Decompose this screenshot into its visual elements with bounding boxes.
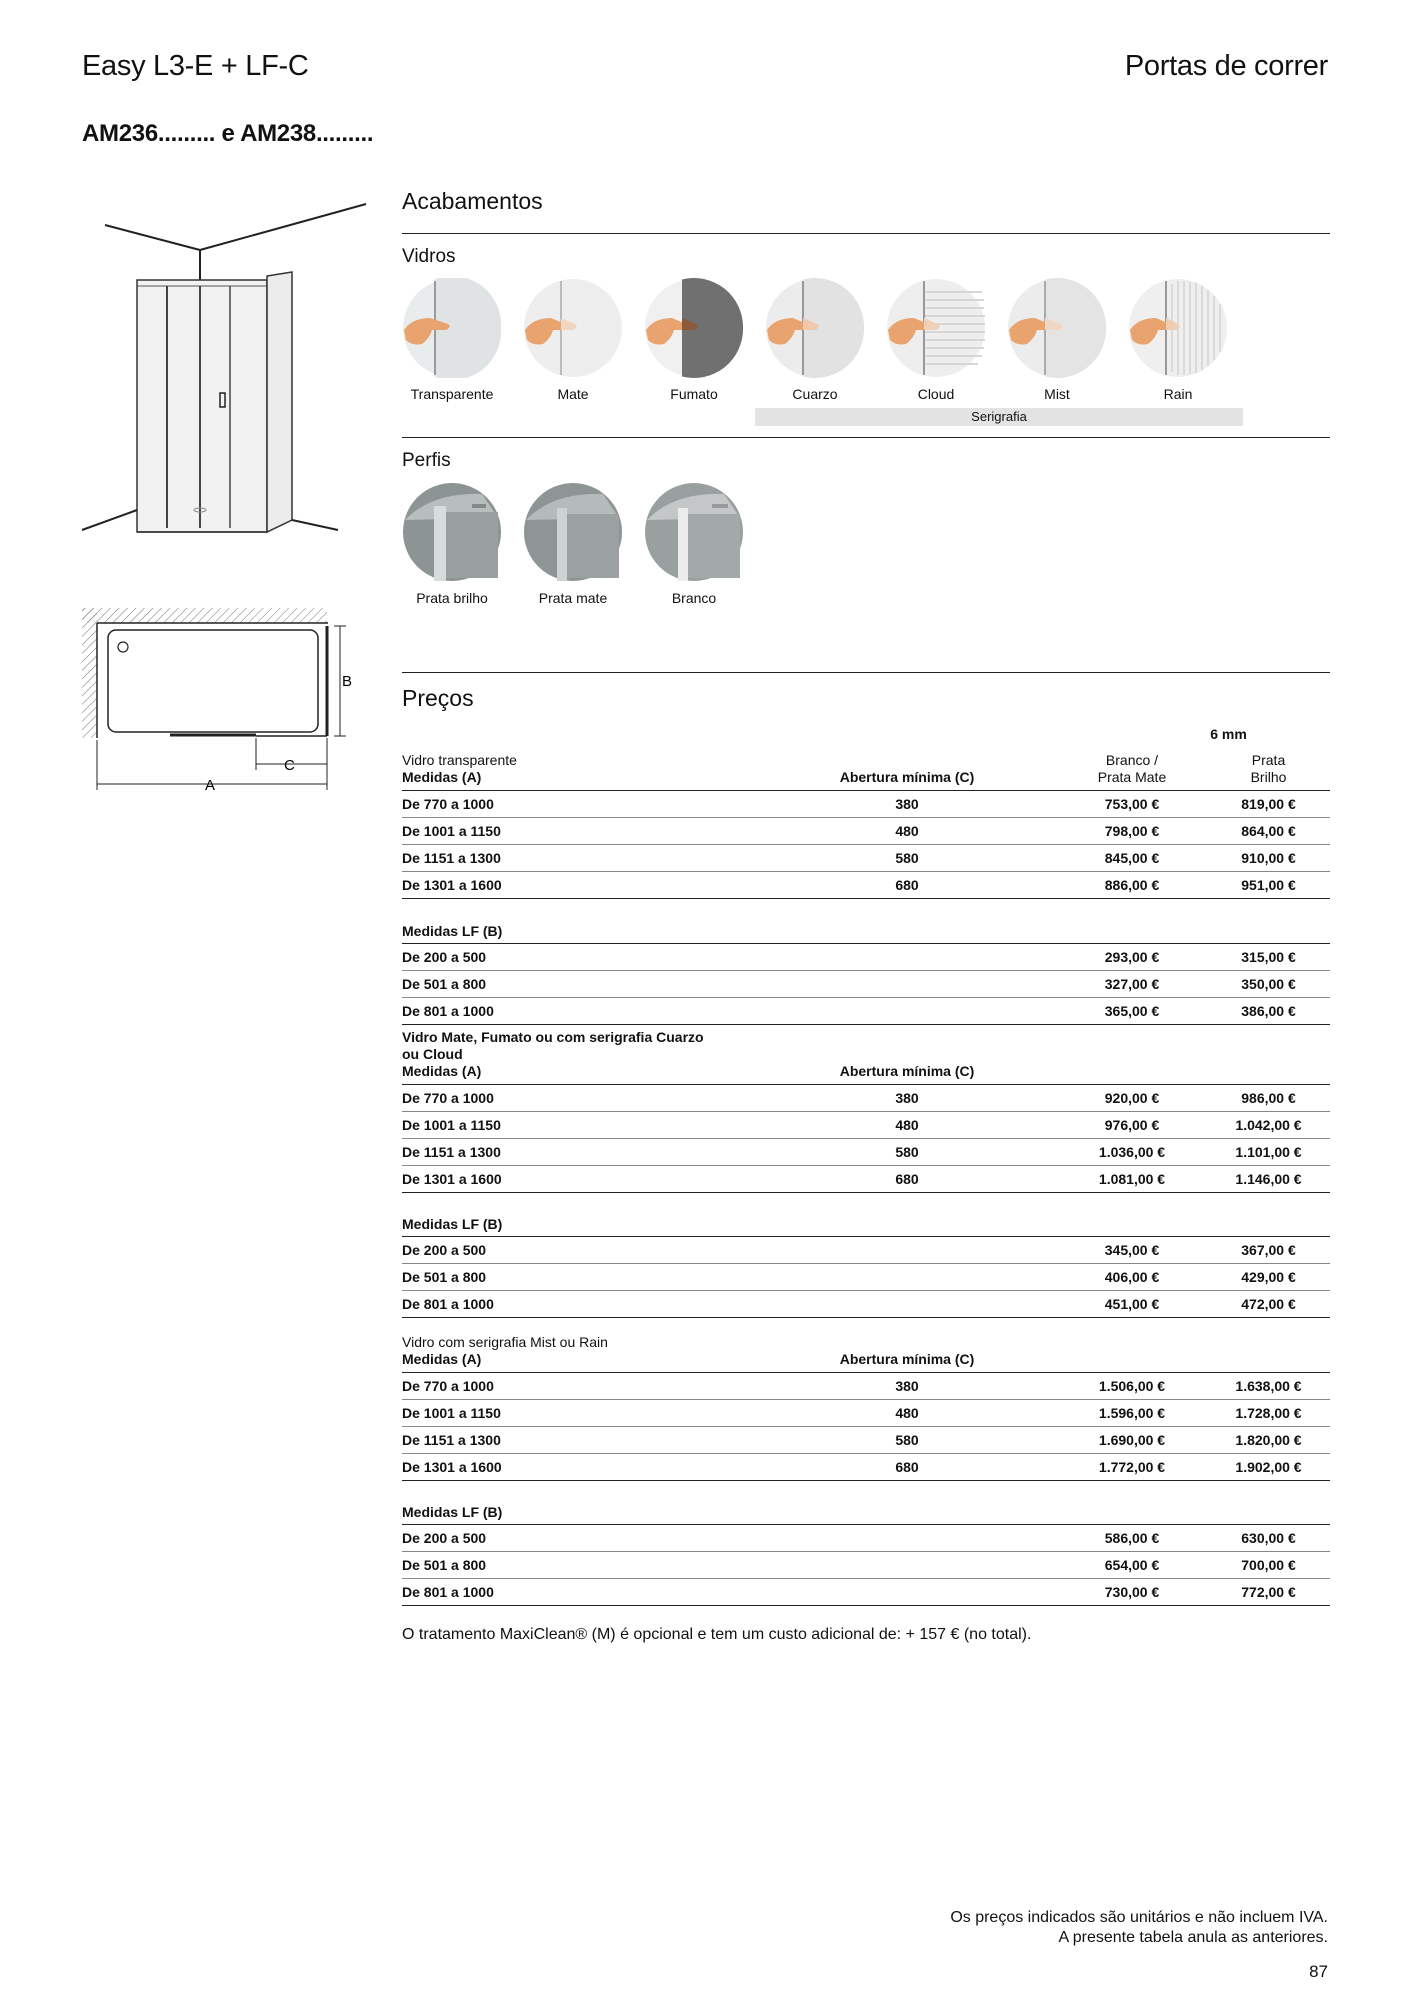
dimension-c-label: C xyxy=(284,757,295,774)
glass-rain-icon xyxy=(1128,278,1228,378)
table-row: De 801 a 1000 451,00 € 472,00 € xyxy=(402,1291,1330,1318)
divider xyxy=(402,437,1330,438)
glass-swatch-rain[interactable]: Rain xyxy=(1128,278,1228,402)
profile-prata-mate-icon xyxy=(523,482,623,582)
dimension-a-label: A xyxy=(205,777,216,794)
glass-swatch-cloud[interactable]: Cloud xyxy=(886,278,986,402)
glass-swatch-mist[interactable]: Mist xyxy=(1007,278,1107,402)
table-row: De 200 a 500 345,00 € 367,00 € xyxy=(402,1237,1330,1264)
glass-fumato-icon xyxy=(644,278,744,378)
footer-note: Os preços indicados são unitários e não incluem IVA. A presente tabela anula as anteriores. xyxy=(950,1909,1328,1946)
table-row: De 1001 a 1150 480 976,00 € 1.042,00 € xyxy=(402,1111,1330,1138)
profile-swatch-prata-mate[interactable]: Prata mate xyxy=(523,482,623,606)
dimension-b-label: B xyxy=(342,673,353,690)
profiles-title: Perfis xyxy=(402,450,451,471)
main-content xyxy=(402,188,1330,1644)
profile-swatches xyxy=(402,482,1330,606)
product-title: Easy L3-E + LF-C xyxy=(82,50,309,82)
table-row: De 501 a 800 654,00 € 700,00 € xyxy=(402,1552,1330,1579)
shower-enclosure-drawing xyxy=(70,190,370,810)
technical-drawings xyxy=(70,190,370,810)
table-row: De 1151 a 1300 580 1.036,00 € 1.101,00 € xyxy=(402,1138,1330,1165)
table-row: De 770 a 1000 380 920,00 € 986,00 € xyxy=(402,1084,1330,1111)
table-row: De 770 a 1000 380 1.506,00 € 1.638,00 € xyxy=(402,1372,1330,1399)
category-title: Portas de correr xyxy=(1124,50,1328,82)
table-row: De 801 a 1000 365,00 € 386,00 € xyxy=(402,997,1330,1024)
glass-swatch-mate[interactable]: Mate xyxy=(523,278,623,402)
table-row: De 1301 a 1600 680 1.081,00 € 1.146,00 € xyxy=(402,1165,1330,1192)
group-name: Vidro com serigrafia Mist ou Rain xyxy=(402,1333,608,1350)
profile-swatch-branco[interactable]: Branco xyxy=(644,482,744,606)
glass-mate-icon xyxy=(523,278,623,378)
divider xyxy=(402,233,1330,234)
table-row: De 501 a 800 406,00 € 429,00 € xyxy=(402,1264,1330,1291)
profile-prata-brilho-icon xyxy=(402,482,502,582)
glass-swatches xyxy=(402,278,1330,402)
table-row: De 770 a 1000 380 753,00 € 819,00 € xyxy=(402,791,1330,818)
prices-title: Preços xyxy=(402,685,474,711)
glass-swatch-fumato[interactable]: Fumato xyxy=(644,278,744,402)
table-row: De 1001 a 1150 480 798,00 € 864,00 € xyxy=(402,818,1330,845)
glass-cloud-icon xyxy=(886,278,986,378)
table-row: De 1001 a 1150 480 1.596,00 € 1.728,00 € xyxy=(402,1399,1330,1426)
page-number: 87 xyxy=(1309,1962,1328,1981)
table-row: De 200 a 500 293,00 € 315,00 € xyxy=(402,943,1330,970)
price-table: 6 mm Vidro transparente Medidas (A) Abertura mínima (C) Branco / Prata Mate Prata Brilho De 770 a 1000 380 753,00 € 819,00 € De 1001 a 1150 480 798,00 € 864,00 € De 1151 a 1300 580 845,00 € 910,00 € De 1301 a 1600 680 886,00 € 951,00 € Medidas LF (B) De 200 a 500 293,00 € 315,00 € De 501 a 800 327,00 € 350,00 € De 801 a 1000 365,00 € 386,00 € Vidro Mate, Fumato ou com serigrafia Cuarzo ou Cloud Medidas (A) Abertura mínima (C) De 770 a 1000 380 920,00 € 986,00 € De 1001 a 1150 480 976,00 € 1.042,00 € De 1151 a 1300 580 1.036,00 € 1.101,00 € De 1301 a 1600 680 1.081,00 € 1.146,00 € Medidas LF (B) De 200 a 500 345,00 € 367,00 € De 501 a 800 406,00 € 429,00 € De 801 a 1000 451,00 € 472,00 € Vidro com serigrafia Mist ou Rain Medidas (A) Abertura mínima (C) De 770 a 1000 380 1.506,00 € 1.638,00 € De 1001 a 1150 480 1.596,00 € 1.728,00 € De 1151 a 1300 580 1.690,00 € 1.820,00 € De 1301 a 1600 680 1.772,00 € 1.902,00 € Medidas LF (B) De 200 a 500 586,00 € 630,00 € De 501 a 800 654,00 € 700,00 € De 801 a 1000 730,00 € 772,00 € xyxy=(402,726,1330,1606)
group-name: Vidro Mate, Fumato ou com serigrafia Cuarzo xyxy=(402,1028,704,1045)
group-name: Vidro transparente xyxy=(402,752,517,768)
table-row: De 501 a 800 327,00 € 350,00 € xyxy=(402,970,1330,997)
table-row: De 200 a 500 586,00 € 630,00 € xyxy=(402,1525,1330,1552)
finishes-title: Acabamentos xyxy=(402,188,543,214)
glass-transparente-icon xyxy=(402,278,502,378)
table-row: De 801 a 1000 730,00 € 772,00 € xyxy=(402,1579,1330,1606)
table-row: De 1151 a 1300 580 845,00 € 910,00 € xyxy=(402,845,1330,872)
table-row: De 1301 a 1600 680 886,00 € 951,00 € xyxy=(402,872,1330,899)
glass-title: Vidros xyxy=(402,246,456,267)
product-codes: AM236......... e AM238......... xyxy=(82,120,374,147)
table-row: De 1301 a 1600 680 1.772,00 € 1.902,00 € xyxy=(402,1453,1330,1480)
thickness-label: 6 mm xyxy=(1210,726,1247,742)
glass-mist-icon xyxy=(1007,278,1107,378)
divider xyxy=(402,672,1330,673)
profile-branco-icon xyxy=(644,482,744,582)
glass-swatch-transparente[interactable]: Transparente xyxy=(402,278,502,402)
glass-cuarzo-icon xyxy=(765,278,865,378)
maxiclean-note: O tratamento MaxiClean® (M) é opcional e tem um custo adicional de: + 157 € (no total). xyxy=(402,1626,1032,1643)
glass-swatch-cuarzo[interactable]: Cuarzo xyxy=(765,278,865,402)
profile-swatch-prata-brilho[interactable]: Prata brilho xyxy=(402,482,502,606)
table-row: De 1151 a 1300 580 1.690,00 € 1.820,00 € xyxy=(402,1426,1330,1453)
serigrafia-label: Serigrafia xyxy=(755,408,1243,426)
